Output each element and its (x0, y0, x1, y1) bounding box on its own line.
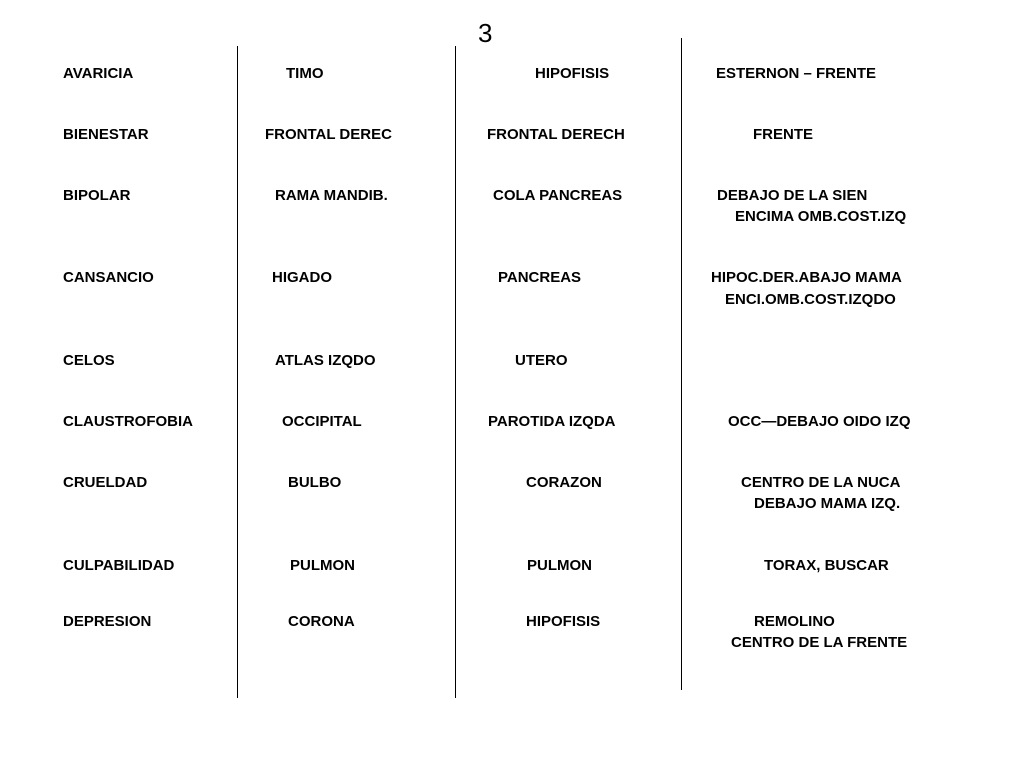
emotion-crueldad: CRUELDAD (63, 474, 148, 491)
organ2-cell: COLA PANCREAS (493, 187, 623, 204)
organ2-cell: PANCREAS (498, 269, 582, 286)
location-cell: HIPOC.DER.ABAJO MAMA (711, 269, 902, 286)
emotion-bienestar: BIENESTAR (63, 126, 149, 143)
location-cell-line2: ENCIMA OMB.COST.IZQ (735, 208, 907, 225)
location-cell: FRENTE (753, 126, 813, 143)
emotion-cansancio: CANSANCIO (63, 269, 154, 286)
organ-cell: FRONTAL DEREC (265, 126, 392, 143)
organ2-cell: FRONTAL DERECH (487, 126, 625, 143)
organ-cell: HIGADO (272, 269, 332, 286)
organ2-cell: HIPOFISIS (526, 613, 601, 630)
column-divider-2 (455, 46, 456, 698)
organ-cell: TIMO (286, 65, 324, 82)
location-cell: OCC—DEBAJO OIDO IZQ (728, 413, 911, 430)
location-cell: REMOLINO (754, 613, 835, 630)
location-cell-line2: DEBAJO MAMA IZQ. (754, 495, 901, 512)
location-cell: CENTRO DE LA NUCA (741, 474, 901, 491)
organ2-cell: PULMON (527, 557, 592, 574)
column-divider-3 (681, 38, 682, 690)
organ2-cell: HIPOFISIS (535, 65, 610, 82)
organ-cell: RAMA MANDIB. (275, 187, 388, 204)
location-cell: TORAX, BUSCAR (764, 557, 889, 574)
organ-cell: PULMON (290, 557, 355, 574)
column-divider-1 (237, 46, 238, 698)
organ2-cell: CORAZON (526, 474, 602, 491)
location-cell-line2: CENTRO DE LA FRENTE (731, 634, 908, 651)
emotion-celos: CELOS (63, 352, 115, 369)
emotion-claustrofobia: CLAUSTROFOBIA (63, 413, 193, 430)
organ-cell: ATLAS IZQDO (275, 352, 376, 369)
location-cell: DEBAJO DE LA SIEN (717, 187, 868, 204)
organ-cell: CORONA (288, 613, 355, 630)
location-cell-line2: ENCI.OMB.COST.IZQDO (725, 291, 896, 308)
emotion-culpabilidad: CULPABILIDAD (63, 557, 175, 574)
emotion-avaricia: AVARICIA (63, 65, 134, 82)
organ-cell: OCCIPITAL (282, 413, 362, 430)
organ-cell: BULBO (288, 474, 342, 491)
emotion-depresion: DEPRESION (63, 613, 152, 630)
location-cell: ESTERNON – FRENTE (716, 65, 877, 82)
organ2-cell: UTERO (515, 352, 568, 369)
organ2-cell: PAROTIDA IZQDA (488, 413, 616, 430)
emotion-bipolar: BIPOLAR (63, 187, 131, 204)
page-number: 3 (478, 18, 493, 48)
